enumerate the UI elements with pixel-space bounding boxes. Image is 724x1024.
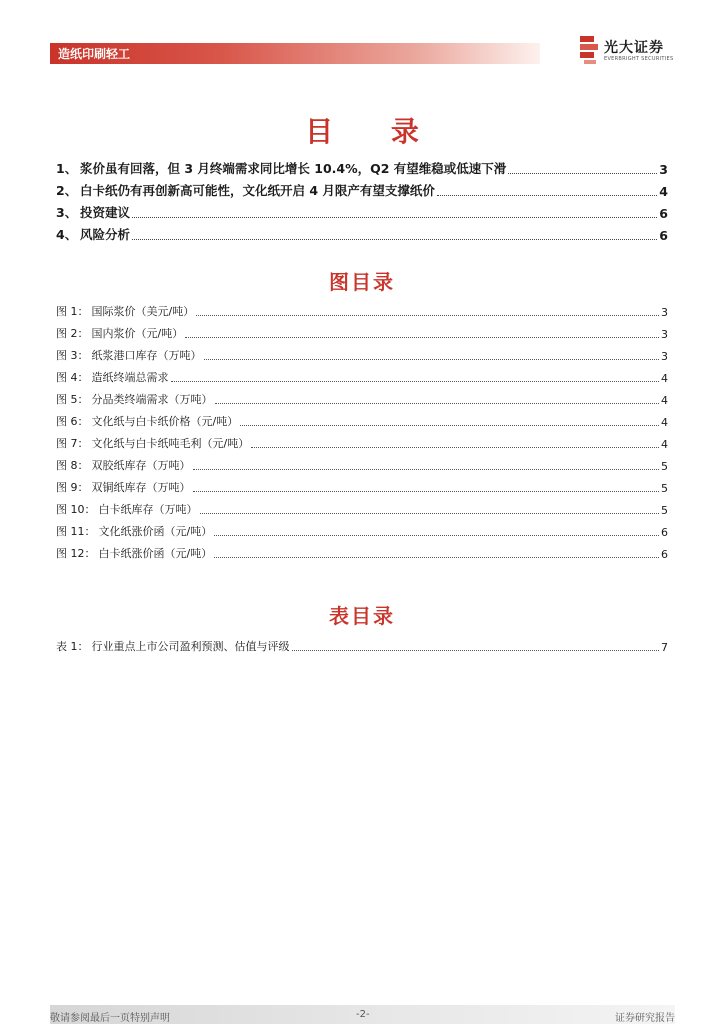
toc-item-label: 投资建议 — [80, 205, 131, 220]
figure-item-label: 文化纸涨价函（元/吨） — [98, 525, 213, 538]
figure-item[interactable] — [56, 455, 668, 473]
toc-item-num: 4、 — [56, 227, 78, 242]
toc-item-page: 4 — [659, 184, 668, 199]
figure-item-label: 纸浆港口库存（万吨） — [91, 349, 202, 362]
figure-item[interactable] — [56, 411, 668, 429]
leader-dots — [132, 216, 657, 218]
figure-item-label: 造纸终端总需求 — [91, 371, 169, 384]
leader-dots — [437, 194, 657, 196]
leader-dots — [214, 556, 659, 558]
figure-item-num: 图 8： — [56, 459, 89, 472]
table-item-num: 表 1： — [56, 640, 89, 653]
figure-item[interactable] — [56, 323, 668, 341]
toc-item[interactable] — [56, 159, 668, 177]
table-item-label: 行业重点上市公司盈利预测、估值与评级 — [91, 640, 290, 653]
figure-item-page: 4 — [661, 438, 668, 451]
leader-dots — [214, 534, 659, 536]
figure-item-page: 4 — [661, 372, 668, 385]
figure-item-num: 图 9： — [56, 481, 89, 494]
figure-item-page: 4 — [661, 416, 668, 429]
figure-item-page: 5 — [661, 482, 668, 495]
leader-dots — [193, 490, 660, 492]
figure-item[interactable] — [56, 345, 668, 363]
figure-item-label: 白卡纸库存（万吨） — [98, 503, 198, 516]
figure-item-page: 6 — [661, 548, 668, 561]
figure-item-label: 双铜纸库存（万吨） — [91, 481, 191, 494]
leader-dots — [204, 358, 660, 360]
toc-item-num: 3、 — [56, 205, 78, 220]
figure-item-page: 5 — [661, 460, 668, 473]
toc-item-num: 2、 — [56, 183, 78, 198]
toc-title: 目 录 — [305, 115, 443, 148]
figure-item-page: 3 — [661, 306, 668, 319]
footer-report-type: 证券研究报告 — [615, 1013, 675, 1024]
table-item[interactable] — [56, 636, 668, 654]
leader-dots — [132, 238, 657, 240]
leader-dots — [240, 424, 659, 426]
leader-dots — [193, 468, 660, 470]
toc-item-label: 浆价虽有回落，但 3 月终端需求同比增长 10.4%，Q2 有望维稳或低速下滑 — [80, 161, 507, 176]
figure-item-page: 4 — [661, 394, 668, 407]
leader-dots — [171, 380, 660, 382]
figure-item-num: 图 1： — [56, 305, 89, 318]
figure-item-num: 图 10： — [56, 503, 96, 516]
figure-item-num: 图 3： — [56, 349, 89, 362]
logo-icon — [580, 36, 598, 64]
logo-text: 光大证券 — [604, 40, 664, 56]
toc-item-page: 3 — [659, 162, 668, 177]
figure-item-label: 双胶纸库存（万吨） — [91, 459, 191, 472]
toc-item-label: 风险分析 — [80, 227, 131, 242]
figure-item[interactable] — [56, 543, 668, 561]
leader-dots — [215, 402, 660, 404]
brand-logo — [580, 36, 680, 66]
section-label: 造纸印刷轻工 — [58, 47, 131, 61]
figure-item[interactable] — [56, 389, 668, 407]
leader-dots — [196, 314, 659, 316]
figure-item-num: 图 11： — [56, 525, 96, 538]
figure-item-num: 图 7： — [56, 437, 89, 450]
leader-dots — [251, 446, 659, 448]
figure-item-page: 3 — [661, 350, 668, 363]
figure-item-page: 6 — [661, 526, 668, 539]
toc-item-page: 6 — [659, 228, 668, 243]
figure-item[interactable] — [56, 499, 668, 517]
toc-item-label: 白卡纸仍有再创新高可能性，文化纸开启 4 月限产有望支撑纸价 — [80, 183, 435, 198]
figure-item-label: 分品类终端需求（万吨） — [91, 393, 213, 406]
header-bar — [50, 43, 540, 64]
table-item-page: 7 — [661, 641, 668, 654]
leader-dots — [200, 512, 660, 514]
leader-dots — [508, 172, 657, 174]
figure-item-label: 国内浆价（元/吨） — [91, 327, 184, 340]
toc-item-page: 6 — [659, 206, 668, 221]
leader-dots — [185, 336, 659, 338]
figure-item-label: 文化纸与白卡纸价格（元/吨） — [91, 415, 239, 428]
toc-item-num: 1、 — [56, 161, 78, 176]
figure-item[interactable] — [56, 433, 668, 451]
figure-item-num: 图 4： — [56, 371, 89, 384]
toc-item[interactable] — [56, 203, 668, 221]
figure-item-label: 文化纸与白卡纸吨毛利（元/吨） — [91, 437, 250, 450]
page-number: -2- — [356, 1009, 370, 1020]
figure-item-num: 图 6： — [56, 415, 89, 428]
figure-item[interactable] — [56, 367, 668, 385]
logo-subtext: EVERBRIGHT SECURITIES — [604, 56, 674, 62]
footer-bar — [50, 1005, 675, 1024]
toc-item[interactable] — [56, 181, 668, 199]
figure-item-num: 图 5： — [56, 393, 89, 406]
figure-item[interactable] — [56, 521, 668, 539]
tables-title: 表目录 — [329, 604, 395, 628]
figure-item-num: 图 2： — [56, 327, 89, 340]
figure-item-num: 图 12： — [56, 547, 96, 560]
toc-item[interactable] — [56, 225, 668, 243]
figure-item-label: 白卡纸涨价函（元/吨） — [98, 547, 213, 560]
figure-item-page: 3 — [661, 328, 668, 341]
footer-disclaimer: 敬请参阅最后一页特别声明 — [50, 1013, 170, 1024]
figure-item-label: 国际浆价（美元/吨） — [91, 305, 195, 318]
figure-item-page: 5 — [661, 504, 668, 517]
figures-title: 图目录 — [329, 270, 395, 294]
leader-dots — [292, 649, 660, 651]
figure-item[interactable] — [56, 301, 668, 319]
figure-item[interactable] — [56, 477, 668, 495]
